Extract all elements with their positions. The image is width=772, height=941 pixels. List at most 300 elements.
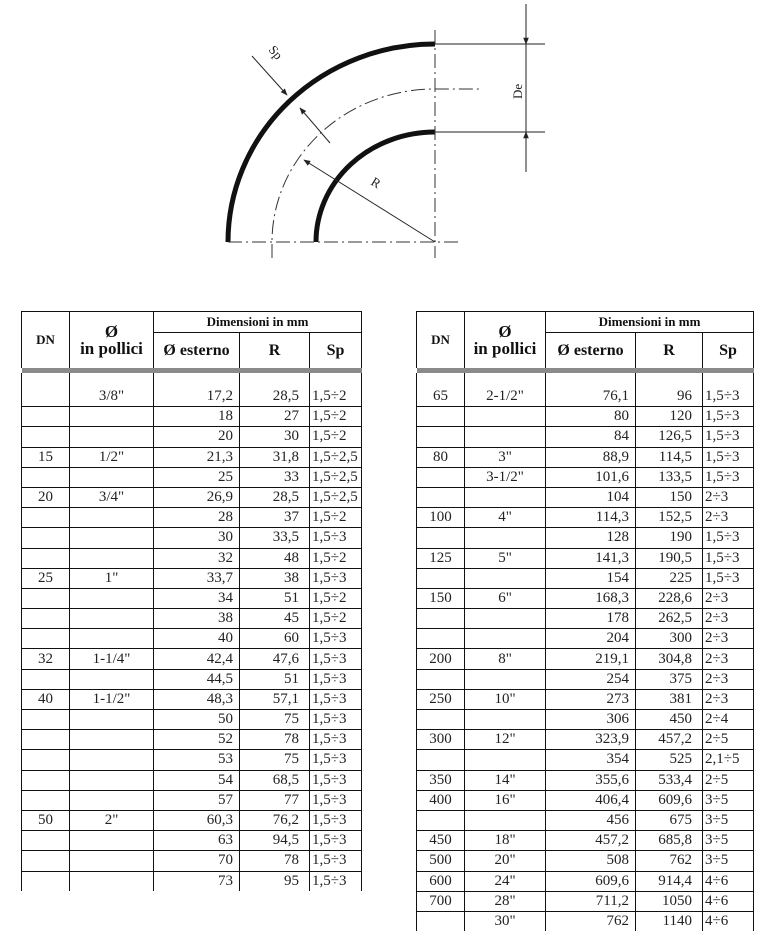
- table-row: [417, 487, 754, 507]
- cell-sp: 1,5÷3: [703, 387, 754, 407]
- cell-r: 78: [240, 851, 310, 871]
- cell-outer-diameter: 219,1: [546, 649, 636, 669]
- cell-outer-diameter: 53: [154, 750, 240, 770]
- cell-inches: [465, 710, 546, 730]
- cell-sp: 1,5÷3: [310, 689, 362, 709]
- cell-outer-diameter: 128: [546, 528, 636, 548]
- cell-dn: 200: [417, 649, 465, 669]
- cell-dn: 80: [417, 447, 465, 467]
- cell-r: 525: [636, 750, 703, 770]
- cell-dn: [417, 609, 465, 629]
- label-r: R: [368, 173, 384, 192]
- cell-sp: 1,5÷3: [703, 407, 754, 427]
- cell-inches: 3": [465, 447, 546, 467]
- cell-sp: 1,5÷3: [310, 669, 362, 689]
- dimensions-table-left: [21, 311, 362, 891]
- cell-dn: [417, 427, 465, 447]
- cell-inches: [70, 831, 154, 851]
- cell-sp: 1,5÷3: [703, 568, 754, 588]
- table-body: [417, 387, 754, 931]
- cell-outer-diameter: 273: [546, 689, 636, 709]
- cell-sp: 3÷5: [703, 831, 754, 851]
- elbow-diagram: [0, 0, 772, 270]
- cell-sp: 1,5÷3: [310, 851, 362, 871]
- cell-r: 28,5: [240, 487, 310, 507]
- cell-outer-diameter: 154: [546, 568, 636, 588]
- cell-outer-diameter: 406,4: [546, 790, 636, 810]
- cell-inches: [70, 871, 154, 891]
- cell-r: 48: [240, 548, 310, 568]
- cell-inches: [465, 487, 546, 507]
- cell-inches: 1-1/2": [70, 689, 154, 709]
- cell-r: 76,2: [240, 810, 310, 830]
- cell-inches: [465, 528, 546, 548]
- cell-outer-diameter: 168,3: [546, 588, 636, 608]
- cell-sp: 3÷5: [703, 851, 754, 871]
- cell-inches: 12": [465, 730, 546, 750]
- cell-outer-diameter: 141,3: [546, 548, 636, 568]
- table-row: [22, 750, 362, 770]
- cell-dn: 20: [22, 487, 70, 507]
- cell-sp: 1,5÷3: [310, 750, 362, 770]
- cell-dn: [22, 387, 70, 407]
- cell-outer-diameter: 355,6: [546, 770, 636, 790]
- cell-sp: 1,5÷2,5: [310, 487, 362, 507]
- cell-dn: [417, 810, 465, 830]
- cell-outer-diameter: 104: [546, 487, 636, 507]
- cell-dn: 700: [417, 891, 465, 911]
- table-row: [22, 649, 362, 669]
- table-row: [417, 669, 754, 689]
- table-row: [417, 467, 754, 487]
- cell-sp: 1,5÷3: [703, 467, 754, 487]
- cell-outer-diameter: 114,3: [546, 508, 636, 528]
- table-row: [22, 407, 362, 427]
- cell-r: 1050: [636, 891, 703, 911]
- elbow-outer-wall: [228, 44, 435, 242]
- cell-inches: [70, 730, 154, 750]
- cell-dn: [417, 467, 465, 487]
- cell-r: 45: [240, 609, 310, 629]
- cell-sp: 1,5÷3: [703, 548, 754, 568]
- cell-sp: 1,5÷3: [310, 629, 362, 649]
- cell-r: 57,1: [240, 689, 310, 709]
- cell-dn: [22, 730, 70, 750]
- cell-dn: [22, 407, 70, 427]
- table-row: [22, 487, 362, 507]
- cell-dn: [22, 427, 70, 447]
- cell-outer-diameter: 80: [546, 407, 636, 427]
- table-row: [417, 447, 754, 467]
- cell-inches: [70, 588, 154, 608]
- cell-sp: 2÷3: [703, 609, 754, 629]
- table-row: [22, 770, 362, 790]
- cell-outer-diameter: 28: [154, 508, 240, 528]
- cell-inches: 30": [465, 911, 546, 931]
- cell-dn: [22, 851, 70, 871]
- cell-r: 126,5: [636, 427, 703, 447]
- cell-dn: [22, 528, 70, 548]
- table-row: [22, 851, 362, 871]
- cell-dn: [22, 467, 70, 487]
- cell-r: 533,4: [636, 770, 703, 790]
- cell-sp: 1,5÷2,5: [310, 447, 362, 467]
- cell-outer-diameter: 204: [546, 629, 636, 649]
- cell-dn: 50: [22, 810, 70, 830]
- cell-dn: 40: [22, 689, 70, 709]
- cell-sp: 2÷3: [703, 629, 754, 649]
- cell-inches: [70, 407, 154, 427]
- cell-outer-diameter: 609,6: [546, 871, 636, 891]
- cell-dn: 600: [417, 871, 465, 891]
- cell-sp: 1,5÷3: [310, 528, 362, 548]
- cell-r: 37: [240, 508, 310, 528]
- cell-r: 685,8: [636, 831, 703, 851]
- cell-dn: [417, 487, 465, 507]
- cell-dn: 100: [417, 508, 465, 528]
- cell-sp: 1,5÷3: [703, 447, 754, 467]
- cell-inches: [70, 851, 154, 871]
- cell-r: 609,6: [636, 790, 703, 810]
- cell-sp: 1,5÷2: [310, 508, 362, 528]
- table-row: [22, 810, 362, 830]
- cell-dn: [417, 669, 465, 689]
- header-r: R: [636, 333, 703, 369]
- cell-r: 51: [240, 669, 310, 689]
- table-row: [22, 831, 362, 851]
- cell-outer-diameter: 60,3: [154, 810, 240, 830]
- cell-r: 33,5: [240, 528, 310, 548]
- cell-outer-diameter: 76,1: [546, 387, 636, 407]
- label-de: De: [510, 83, 525, 99]
- cell-dn: [22, 629, 70, 649]
- table-row: [22, 689, 362, 709]
- cell-outer-diameter: 42,4: [154, 649, 240, 669]
- cell-r: 914,4: [636, 871, 703, 891]
- cell-sp: 2,1÷5: [703, 750, 754, 770]
- cell-sp: 2÷3: [703, 689, 754, 709]
- table-row: [417, 528, 754, 548]
- cell-sp: 3÷5: [703, 790, 754, 810]
- table-row: [417, 710, 754, 730]
- cell-outer-diameter: 508: [546, 851, 636, 871]
- table-row: [22, 669, 362, 689]
- cell-r: 381: [636, 689, 703, 709]
- cell-inches: [70, 548, 154, 568]
- cell-sp: 1,5÷3: [310, 568, 362, 588]
- cell-r: 96: [636, 387, 703, 407]
- cell-outer-diameter: 18: [154, 407, 240, 427]
- cell-outer-diameter: 88,9: [546, 447, 636, 467]
- cell-inches: [465, 629, 546, 649]
- table-row: [417, 427, 754, 447]
- cell-inches: 3-1/2": [465, 467, 546, 487]
- cell-dn: [417, 911, 465, 931]
- cell-sp: 1,5÷2: [310, 427, 362, 447]
- cell-outer-diameter: 323,9: [546, 730, 636, 750]
- cell-sp: 2÷5: [703, 730, 754, 750]
- cell-inches: 14": [465, 770, 546, 790]
- cell-inches: 3/8": [70, 387, 154, 407]
- cell-sp: 1,5÷3: [310, 649, 362, 669]
- cell-dn: 125: [417, 548, 465, 568]
- table-row: [22, 528, 362, 548]
- cell-inches: [70, 770, 154, 790]
- cell-dn: 400: [417, 790, 465, 810]
- cell-inches: [465, 750, 546, 770]
- cell-dn: [22, 750, 70, 770]
- cell-outer-diameter: 354: [546, 750, 636, 770]
- cell-inches: 3/4": [70, 487, 154, 507]
- cell-inches: 2-1/2": [465, 387, 546, 407]
- table-row: [22, 871, 362, 891]
- header-sp: Sp: [703, 333, 754, 369]
- cell-outer-diameter: 178: [546, 609, 636, 629]
- cell-r: 375: [636, 669, 703, 689]
- header-dn: DN: [22, 312, 70, 369]
- table-row: [417, 387, 754, 407]
- cell-r: 304,8: [636, 649, 703, 669]
- cell-inches: 1": [70, 568, 154, 588]
- cell-inches: [70, 609, 154, 629]
- cell-inches: 24": [465, 871, 546, 891]
- cell-r: 51: [240, 588, 310, 608]
- cell-sp: 1,5÷2: [310, 548, 362, 568]
- table-row: [417, 548, 754, 568]
- cell-inches: [70, 629, 154, 649]
- header-dn: DN: [417, 312, 465, 369]
- cell-outer-diameter: 50: [154, 710, 240, 730]
- cell-inches: [70, 710, 154, 730]
- table-row: [22, 609, 362, 629]
- cell-r: 68,5: [240, 770, 310, 790]
- table-body: [22, 387, 362, 891]
- cell-sp: 4÷6: [703, 871, 754, 891]
- cell-inches: 10": [465, 689, 546, 709]
- cell-outer-diameter: 70: [154, 851, 240, 871]
- table-row: [22, 629, 362, 649]
- cell-r: 114,5: [636, 447, 703, 467]
- cell-dn: [22, 609, 70, 629]
- cell-sp: 1,5÷2: [310, 387, 362, 407]
- cell-r: 152,5: [636, 508, 703, 528]
- cell-inches: [70, 790, 154, 810]
- cell-r: 47,6: [240, 649, 310, 669]
- cell-outer-diameter: 25: [154, 467, 240, 487]
- cell-inches: 20": [465, 851, 546, 871]
- cell-sp: 1,5÷3: [310, 831, 362, 851]
- cell-inches: [465, 568, 546, 588]
- cell-dn: [22, 669, 70, 689]
- cell-inches: [70, 528, 154, 548]
- table-row: [22, 427, 362, 447]
- cell-outer-diameter: 17,2: [154, 387, 240, 407]
- cell-r: 94,5: [240, 831, 310, 851]
- header-outer-diameter: Ø esterno: [546, 333, 636, 369]
- cell-dn: [417, 750, 465, 770]
- cell-r: 457,2: [636, 730, 703, 750]
- table-row: [22, 710, 362, 730]
- dimensions-table-right: [416, 311, 754, 931]
- cell-outer-diameter: 73: [154, 871, 240, 891]
- cell-outer-diameter: 40: [154, 629, 240, 649]
- cell-inches: 2": [70, 810, 154, 830]
- cell-outer-diameter: 21,3: [154, 447, 240, 467]
- cell-dn: [417, 710, 465, 730]
- table-row: [417, 609, 754, 629]
- cell-r: 33: [240, 467, 310, 487]
- cell-sp: 1,5÷3: [310, 730, 362, 750]
- cell-sp: 2÷3: [703, 588, 754, 608]
- table-row: [22, 568, 362, 588]
- header-dimensions: Dimensioni in mm: [154, 312, 362, 333]
- cell-r: 262,5: [636, 609, 703, 629]
- table-row: [417, 911, 754, 931]
- diameter-symbol: Ø: [498, 322, 512, 341]
- cell-inches: 1-1/4": [70, 649, 154, 669]
- cell-outer-diameter: 254: [546, 669, 636, 689]
- cell-inches: [70, 508, 154, 528]
- header-inches-label: in pollici: [80, 339, 143, 358]
- cell-sp: 3÷5: [703, 810, 754, 830]
- cell-r: 38: [240, 568, 310, 588]
- cell-dn: 32: [22, 649, 70, 669]
- cell-outer-diameter: 34: [154, 588, 240, 608]
- header-dimensions: Dimensioni in mm: [546, 312, 754, 333]
- cell-r: 95: [240, 871, 310, 891]
- cell-sp: 4÷6: [703, 911, 754, 931]
- cell-inches: 6": [465, 588, 546, 608]
- cell-outer-diameter: 32: [154, 548, 240, 568]
- cell-sp: 1,5÷3: [310, 790, 362, 810]
- table-row: [417, 588, 754, 608]
- cell-dn: [22, 548, 70, 568]
- cell-r: 27: [240, 407, 310, 427]
- cell-dn: 300: [417, 730, 465, 750]
- table-row: [417, 891, 754, 911]
- table-row: [417, 407, 754, 427]
- header-inches: [70, 312, 154, 369]
- cell-dn: 65: [417, 387, 465, 407]
- cell-inches: [465, 669, 546, 689]
- table-row: [417, 770, 754, 790]
- table-row: [22, 588, 362, 608]
- cell-sp: 2÷3: [703, 649, 754, 669]
- cell-r: 190,5: [636, 548, 703, 568]
- cell-outer-diameter: 456: [546, 810, 636, 830]
- cell-r: 30: [240, 427, 310, 447]
- cell-inches: 5": [465, 548, 546, 568]
- cell-dn: [22, 871, 70, 891]
- cell-r: 120: [636, 407, 703, 427]
- cell-sp: 1,5÷3: [310, 871, 362, 891]
- cell-inches: [465, 407, 546, 427]
- cell-outer-diameter: 33,7: [154, 568, 240, 588]
- cell-r: 190: [636, 528, 703, 548]
- cell-sp: 2÷3: [703, 487, 754, 507]
- cell-dn: 25: [22, 568, 70, 588]
- cell-outer-diameter: 457,2: [546, 831, 636, 851]
- label-sp: Sp: [265, 42, 287, 63]
- cell-outer-diameter: 54: [154, 770, 240, 790]
- cell-sp: 1,5÷3: [703, 528, 754, 548]
- sp-arrow-outer: [252, 56, 287, 95]
- header-outer-diameter: Ø esterno: [154, 333, 240, 369]
- cell-inches: [70, 427, 154, 447]
- cell-inches: 16": [465, 790, 546, 810]
- table-row: [22, 447, 362, 467]
- cell-r: 31,8: [240, 447, 310, 467]
- cell-outer-diameter: 101,6: [546, 467, 636, 487]
- cell-sp: 4÷6: [703, 891, 754, 911]
- table-row: [417, 810, 754, 830]
- cell-sp: 2÷5: [703, 770, 754, 790]
- table-row: [22, 548, 362, 568]
- table-row: [417, 750, 754, 770]
- cell-outer-diameter: 57: [154, 790, 240, 810]
- table-row: [417, 689, 754, 709]
- cell-dn: [22, 790, 70, 810]
- cell-dn: 500: [417, 851, 465, 871]
- cell-r: 28,5: [240, 387, 310, 407]
- table-row: [417, 790, 754, 810]
- table-row: [417, 851, 754, 871]
- cell-outer-diameter: 30: [154, 528, 240, 548]
- cell-outer-diameter: 84: [546, 427, 636, 447]
- cell-r: 1140: [636, 911, 703, 931]
- cell-outer-diameter: 38: [154, 609, 240, 629]
- cell-outer-diameter: 306: [546, 710, 636, 730]
- cell-dn: [417, 528, 465, 548]
- diameter-symbol: Ø: [104, 322, 119, 341]
- cell-inches: [70, 750, 154, 770]
- cell-r: 225: [636, 568, 703, 588]
- cell-sp: 1,5÷3: [310, 710, 362, 730]
- cell-dn: 250: [417, 689, 465, 709]
- cell-dn: 15: [22, 447, 70, 467]
- cell-outer-diameter: 711,2: [546, 891, 636, 911]
- table-row: [417, 871, 754, 891]
- cell-sp: 2÷3: [703, 669, 754, 689]
- table-row: [417, 629, 754, 649]
- cell-r: 675: [636, 810, 703, 830]
- table-row: [417, 730, 754, 750]
- table-row: [417, 649, 754, 669]
- table-row: [22, 730, 362, 750]
- table-row: [22, 508, 362, 528]
- cell-sp: 2÷4: [703, 710, 754, 730]
- cell-outer-diameter: 52: [154, 730, 240, 750]
- cell-r: 77: [240, 790, 310, 810]
- table-row: [22, 790, 362, 810]
- cell-inches: [70, 669, 154, 689]
- table-row: [417, 831, 754, 851]
- cell-dn: [22, 710, 70, 730]
- cell-r: 133,5: [636, 467, 703, 487]
- cell-outer-diameter: 44,5: [154, 669, 240, 689]
- cell-dn: [417, 407, 465, 427]
- header-sp: Sp: [310, 333, 362, 369]
- cell-dn: 150: [417, 588, 465, 608]
- cell-r: 450: [636, 710, 703, 730]
- cell-sp: 1,5÷3: [703, 427, 754, 447]
- cell-r: 300: [636, 629, 703, 649]
- header-r: R: [240, 333, 310, 369]
- cell-outer-diameter: 26,9: [154, 487, 240, 507]
- cell-r: 150: [636, 487, 703, 507]
- cell-dn: [22, 588, 70, 608]
- cell-sp: 1,5÷2: [310, 588, 362, 608]
